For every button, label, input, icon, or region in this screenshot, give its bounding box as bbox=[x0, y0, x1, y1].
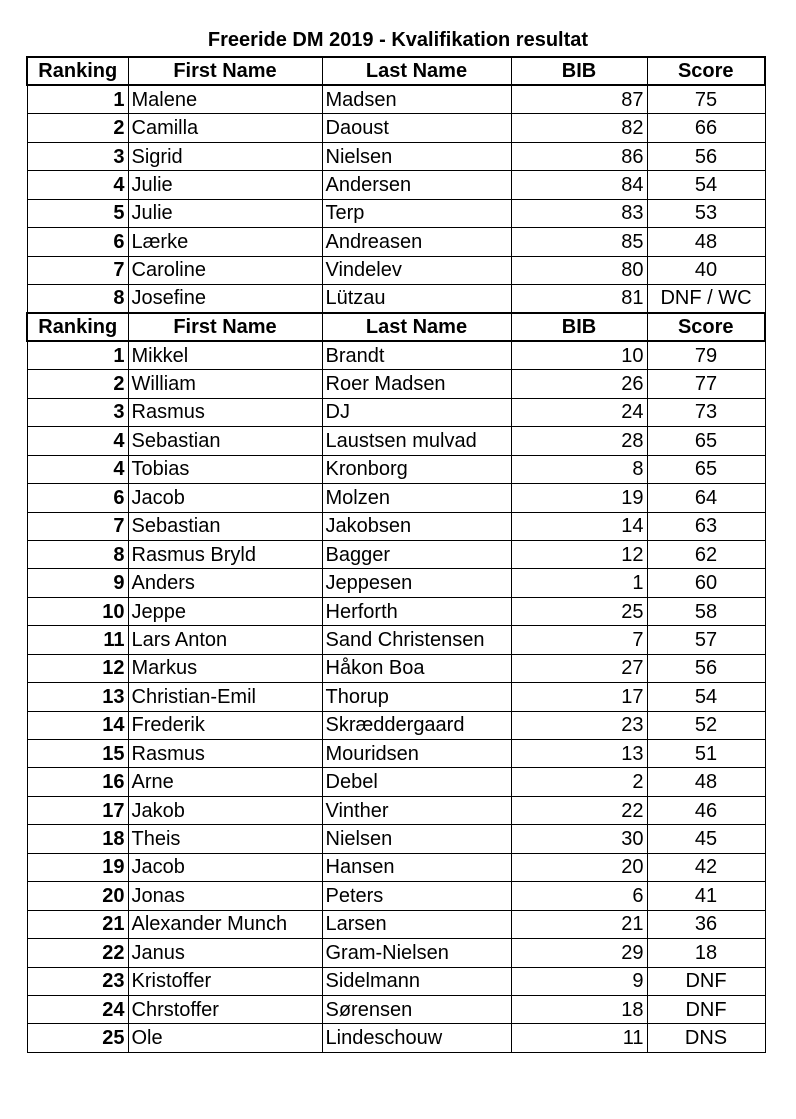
score-cell: 73 bbox=[647, 398, 765, 426]
table-row bbox=[27, 654, 765, 682]
score-cell: 66 bbox=[647, 114, 765, 142]
score-cell: 42 bbox=[647, 853, 765, 881]
rank-cell: 5 bbox=[27, 199, 128, 227]
first-name-cell: Alexander Munch bbox=[128, 910, 322, 938]
first-name-cell: Rasmus Bryld bbox=[128, 540, 322, 568]
last-name-cell: Lindeschouw bbox=[322, 1024, 511, 1052]
first-name-cell: Anders bbox=[128, 569, 322, 597]
first-name-cell: Julie bbox=[128, 199, 322, 227]
bib-cell: 13 bbox=[511, 740, 647, 768]
column-header-first: First Name bbox=[128, 313, 322, 341]
last-name-cell: Peters bbox=[322, 882, 511, 910]
header-row-women bbox=[27, 57, 765, 85]
results-table bbox=[26, 56, 766, 1053]
table-row bbox=[27, 455, 765, 483]
table-row bbox=[27, 740, 765, 768]
score-cell: 65 bbox=[647, 427, 765, 455]
column-header-bib: BIB bbox=[511, 313, 647, 341]
last-name-cell: Madsen bbox=[322, 85, 511, 113]
last-name-cell: Nielsen bbox=[322, 825, 511, 853]
score-cell: 40 bbox=[647, 256, 765, 284]
score-cell: 51 bbox=[647, 740, 765, 768]
score-cell: 48 bbox=[647, 768, 765, 796]
column-header-first: First Name bbox=[128, 57, 322, 85]
first-name-cell: Sigrid bbox=[128, 142, 322, 170]
last-name-cell: Daoust bbox=[322, 114, 511, 142]
table-row bbox=[27, 228, 765, 256]
table-row bbox=[27, 597, 765, 625]
last-name-cell: Debel bbox=[322, 768, 511, 796]
last-name-cell: Bagger bbox=[322, 540, 511, 568]
table-row bbox=[27, 199, 765, 227]
last-name-cell: Håkon Boa bbox=[322, 654, 511, 682]
score-cell: 56 bbox=[647, 142, 765, 170]
bib-cell: 30 bbox=[511, 825, 647, 853]
bib-cell: 24 bbox=[511, 398, 647, 426]
table-row bbox=[27, 540, 765, 568]
first-name-cell: Chrstoffer bbox=[128, 995, 322, 1023]
score-cell: 57 bbox=[647, 626, 765, 654]
score-cell: 54 bbox=[647, 171, 765, 199]
column-header-score: Score bbox=[647, 57, 765, 85]
bib-cell: 12 bbox=[511, 540, 647, 568]
last-name-cell: Sidelmann bbox=[322, 967, 511, 995]
last-name-cell: Hansen bbox=[322, 853, 511, 881]
first-name-cell: Ole bbox=[128, 1024, 322, 1052]
score-cell: 48 bbox=[647, 228, 765, 256]
bib-cell: 7 bbox=[511, 626, 647, 654]
rank-cell: 8 bbox=[27, 285, 128, 313]
rank-cell: 2 bbox=[27, 370, 128, 398]
table-row bbox=[27, 569, 765, 597]
table-row bbox=[27, 512, 765, 540]
bib-cell: 14 bbox=[511, 512, 647, 540]
score-cell: 56 bbox=[647, 654, 765, 682]
table-row bbox=[27, 711, 765, 739]
bib-cell: 82 bbox=[511, 114, 647, 142]
table-row bbox=[27, 484, 765, 512]
last-name-cell: Kronborg bbox=[322, 455, 511, 483]
first-name-cell: Jeppe bbox=[128, 597, 322, 625]
rank-cell: 22 bbox=[27, 939, 128, 967]
first-name-cell: Rasmus bbox=[128, 398, 322, 426]
first-name-cell: Janus bbox=[128, 939, 322, 967]
last-name-cell: Sørensen bbox=[322, 995, 511, 1023]
table-row bbox=[27, 882, 765, 910]
last-name-cell: Mouridsen bbox=[322, 740, 511, 768]
last-name-cell: Jeppesen bbox=[322, 569, 511, 597]
last-name-cell: Gram-Nielsen bbox=[322, 939, 511, 967]
bib-cell: 6 bbox=[511, 882, 647, 910]
last-name-cell: Molzen bbox=[322, 484, 511, 512]
rank-cell: 23 bbox=[27, 967, 128, 995]
table-row bbox=[27, 427, 765, 455]
rank-cell: 21 bbox=[27, 910, 128, 938]
bib-cell: 83 bbox=[511, 199, 647, 227]
table-row bbox=[27, 939, 765, 967]
bib-cell: 80 bbox=[511, 256, 647, 284]
table-row bbox=[27, 796, 765, 824]
rank-cell: 3 bbox=[27, 142, 128, 170]
bib-cell: 9 bbox=[511, 967, 647, 995]
first-name-cell: Theis bbox=[128, 825, 322, 853]
score-cell: 77 bbox=[647, 370, 765, 398]
first-name-cell: Arne bbox=[128, 768, 322, 796]
score-cell: 41 bbox=[647, 882, 765, 910]
last-name-cell: Vindelev bbox=[322, 256, 511, 284]
rank-cell: 8 bbox=[27, 540, 128, 568]
first-name-cell: William bbox=[128, 370, 322, 398]
rank-cell: 24 bbox=[27, 995, 128, 1023]
bib-cell: 18 bbox=[511, 995, 647, 1023]
first-name-cell: Camilla bbox=[128, 114, 322, 142]
rank-cell: 14 bbox=[27, 711, 128, 739]
score-cell: 60 bbox=[647, 569, 765, 597]
table-row bbox=[27, 967, 765, 995]
last-name-cell: Andreasen bbox=[322, 228, 511, 256]
score-cell: DNF / WC bbox=[647, 285, 765, 313]
rank-cell: 19 bbox=[27, 853, 128, 881]
table-row bbox=[27, 370, 765, 398]
score-cell: 62 bbox=[647, 540, 765, 568]
bib-cell: 84 bbox=[511, 171, 647, 199]
rank-cell: 4 bbox=[27, 171, 128, 199]
first-name-cell: Jakob bbox=[128, 796, 322, 824]
column-header-score: Score bbox=[647, 313, 765, 341]
rank-cell: 20 bbox=[27, 882, 128, 910]
bib-cell: 26 bbox=[511, 370, 647, 398]
first-name-cell: Jonas bbox=[128, 882, 322, 910]
score-cell: DNF bbox=[647, 967, 765, 995]
table-row bbox=[27, 142, 765, 170]
first-name-cell: Frederik bbox=[128, 711, 322, 739]
first-name-cell: Rasmus bbox=[128, 740, 322, 768]
score-cell: 36 bbox=[647, 910, 765, 938]
rank-cell: 6 bbox=[27, 228, 128, 256]
bib-cell: 85 bbox=[511, 228, 647, 256]
last-name-cell: Andersen bbox=[322, 171, 511, 199]
last-name-cell: Roer Madsen bbox=[322, 370, 511, 398]
first-name-cell: Markus bbox=[128, 654, 322, 682]
column-header-last: Last Name bbox=[322, 57, 511, 85]
score-cell: 18 bbox=[647, 939, 765, 967]
first-name-cell: Josefine bbox=[128, 285, 322, 313]
bib-cell: 86 bbox=[511, 142, 647, 170]
last-name-cell: Lützau bbox=[322, 285, 511, 313]
rank-cell: 15 bbox=[27, 740, 128, 768]
score-cell: 65 bbox=[647, 455, 765, 483]
last-name-cell: Sand Christensen bbox=[322, 626, 511, 654]
bib-cell: 21 bbox=[511, 910, 647, 938]
score-cell: 64 bbox=[647, 484, 765, 512]
score-cell: 75 bbox=[647, 85, 765, 113]
rank-cell: 18 bbox=[27, 825, 128, 853]
rank-cell: 13 bbox=[27, 683, 128, 711]
bib-cell: 11 bbox=[511, 1024, 647, 1052]
score-cell: 46 bbox=[647, 796, 765, 824]
bib-cell: 20 bbox=[511, 853, 647, 881]
score-cell: 53 bbox=[647, 199, 765, 227]
bib-cell: 8 bbox=[511, 455, 647, 483]
column-header-rank: Ranking bbox=[27, 313, 128, 341]
last-name-cell: Nielsen bbox=[322, 142, 511, 170]
table-row bbox=[27, 768, 765, 796]
bib-cell: 19 bbox=[511, 484, 647, 512]
last-name-cell: Thorup bbox=[322, 683, 511, 711]
table-row bbox=[27, 285, 765, 313]
rank-cell: 11 bbox=[27, 626, 128, 654]
rank-cell: 10 bbox=[27, 597, 128, 625]
score-cell: DNS bbox=[647, 1024, 765, 1052]
score-cell: DNF bbox=[647, 995, 765, 1023]
bib-cell: 28 bbox=[511, 427, 647, 455]
bib-cell: 22 bbox=[511, 796, 647, 824]
score-cell: 52 bbox=[647, 711, 765, 739]
bib-cell: 81 bbox=[511, 285, 647, 313]
table-row bbox=[27, 910, 765, 938]
score-cell: 58 bbox=[647, 597, 765, 625]
first-name-cell: Sebastian bbox=[128, 427, 322, 455]
first-name-cell: Christian-Emil bbox=[128, 683, 322, 711]
score-cell: 79 bbox=[647, 341, 765, 369]
header-row-men bbox=[27, 313, 765, 341]
rank-cell: 1 bbox=[27, 341, 128, 369]
last-name-cell: Laustsen mulvad bbox=[322, 427, 511, 455]
first-name-cell: Kristoffer bbox=[128, 967, 322, 995]
bib-cell: 25 bbox=[511, 597, 647, 625]
first-name-cell: Jacob bbox=[128, 853, 322, 881]
rank-cell: 2 bbox=[27, 114, 128, 142]
bib-cell: 27 bbox=[511, 654, 647, 682]
table-row bbox=[27, 853, 765, 881]
last-name-cell: Skræddergaard bbox=[322, 711, 511, 739]
bib-cell: 1 bbox=[511, 569, 647, 597]
bib-cell: 10 bbox=[511, 341, 647, 369]
page-title: Freeride DM 2019 - Kvalifikation resultat bbox=[207, 29, 589, 51]
table-row bbox=[27, 1024, 765, 1052]
first-name-cell: Lars Anton bbox=[128, 626, 322, 654]
first-name-cell: Jacob bbox=[128, 484, 322, 512]
table-row bbox=[27, 626, 765, 654]
rank-cell: 4 bbox=[27, 427, 128, 455]
table-row bbox=[27, 683, 765, 711]
rank-cell: 9 bbox=[27, 569, 128, 597]
score-cell: 54 bbox=[647, 683, 765, 711]
rank-cell: 3 bbox=[27, 398, 128, 426]
rank-cell: 4 bbox=[27, 455, 128, 483]
table-row bbox=[27, 85, 765, 113]
bib-cell: 17 bbox=[511, 683, 647, 711]
rank-cell: 7 bbox=[27, 512, 128, 540]
table-row bbox=[27, 256, 765, 284]
first-name-cell: Mikkel bbox=[128, 341, 322, 369]
first-name-cell: Lærke bbox=[128, 228, 322, 256]
table-row bbox=[27, 825, 765, 853]
last-name-cell: Brandt bbox=[322, 341, 511, 369]
rank-cell: 1 bbox=[27, 85, 128, 113]
bib-cell: 23 bbox=[511, 711, 647, 739]
first-name-cell: Sebastian bbox=[128, 512, 322, 540]
rank-cell: 25 bbox=[27, 1024, 128, 1052]
first-name-cell: Julie bbox=[128, 171, 322, 199]
bib-cell: 29 bbox=[511, 939, 647, 967]
last-name-cell: Terp bbox=[322, 199, 511, 227]
table-row bbox=[27, 171, 765, 199]
column-header-rank: Ranking bbox=[27, 57, 128, 85]
score-cell: 45 bbox=[647, 825, 765, 853]
last-name-cell: DJ bbox=[322, 398, 511, 426]
column-header-last: Last Name bbox=[322, 313, 511, 341]
bib-cell: 87 bbox=[511, 85, 647, 113]
score-cell: 63 bbox=[647, 512, 765, 540]
first-name-cell: Caroline bbox=[128, 256, 322, 284]
table-row bbox=[27, 114, 765, 142]
last-name-cell: Jakobsen bbox=[322, 512, 511, 540]
rank-cell: 6 bbox=[27, 484, 128, 512]
first-name-cell: Malene bbox=[128, 85, 322, 113]
rank-cell: 17 bbox=[27, 796, 128, 824]
bib-cell: 2 bbox=[511, 768, 647, 796]
rank-cell: 7 bbox=[27, 256, 128, 284]
last-name-cell: Herforth bbox=[322, 597, 511, 625]
table-row bbox=[27, 995, 765, 1023]
column-header-bib: BIB bbox=[511, 57, 647, 85]
first-name-cell: Tobias bbox=[128, 455, 322, 483]
last-name-cell: Larsen bbox=[322, 910, 511, 938]
rank-cell: 16 bbox=[27, 768, 128, 796]
last-name-cell: Vinther bbox=[322, 796, 511, 824]
table-row bbox=[27, 398, 765, 426]
table-row bbox=[27, 341, 765, 369]
rank-cell: 12 bbox=[27, 654, 128, 682]
